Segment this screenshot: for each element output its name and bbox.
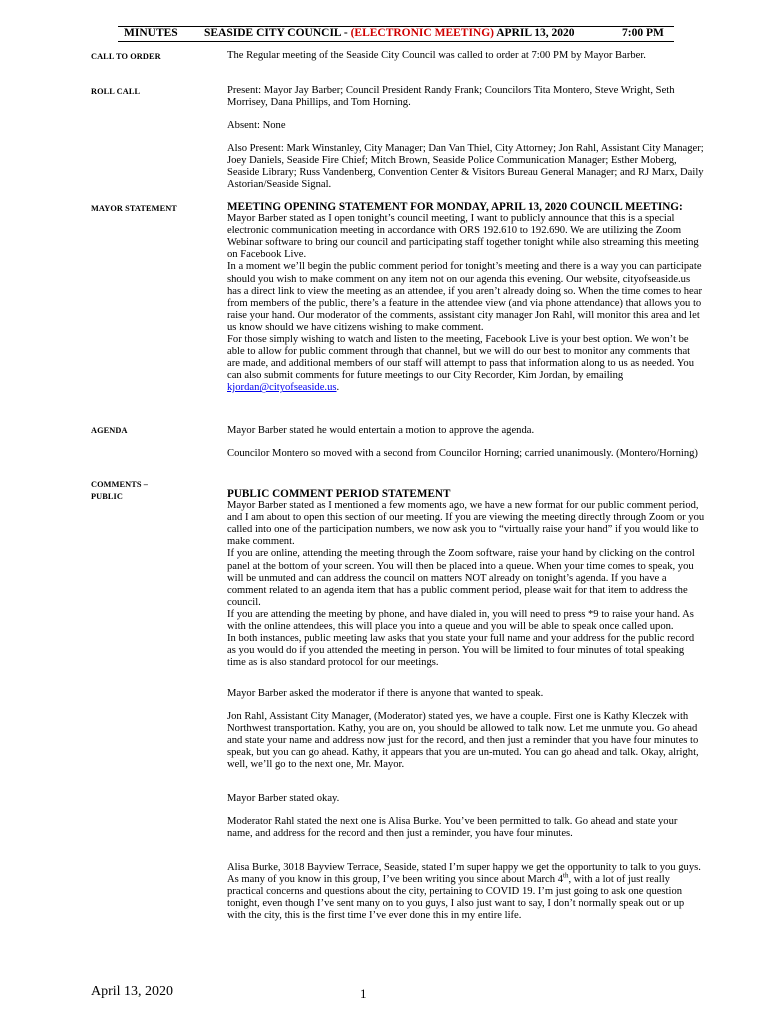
header-electronic-meeting: (ELECTRONIC MEETING)	[350, 27, 495, 39]
roll-call-also-present-block	[227, 143, 705, 191]
roll-call-absent: Absent: None	[227, 120, 286, 131]
comments-public-heading: PUBLIC COMMENT PERIOD STATEMENT	[227, 488, 451, 500]
rahl-statement-block	[227, 711, 705, 771]
comments-public-p6: Jon Rahl, Assistant City Manager, (Moderator) stated yes, we have a couple. First one is Kathy Kleczek with Northwest transportation. Kathy, you are on, you should be allowed to talk now. Let me unmute you. Go ahead and state your name and address now just for the record, and then just a reminder that you have four minutes to speak, but you can go ahead. Kathy, it appears that you are un-muted. You can go ahead and talk. Okay, alright, well, we’ll go to the next one, Mr. Mayor.	[227, 711, 699, 771]
agenda-paragraph-2: Councilor Montero so moved with a second from Councilor Horning; carried unanimously. (Montero/Horning)	[227, 448, 698, 459]
comments-public-text	[227, 488, 705, 669]
moderator-ask-block	[227, 688, 705, 700]
roll-call-absent-block	[227, 120, 705, 132]
mayor-statement-p2: In a moment we’ll begin the public comment period for tonight’s meeting and there is a way you can participate should you wish to make comment on any item not on our agenda this evening. Our website, cityofseaside.us has a direct link to view the meeting as an attendee, if you aren’t already doing so. When the time comes to hear from members of the public, there’s a feature in the attendee view (and via phone attendance) that allows you to raise your hand. Our moderator of the comments, assistant city manager Jon Rahl, will monitor this area and let us know should we have citizens wishing to make comment.	[227, 261, 702, 333]
burke-statement-block	[227, 862, 705, 922]
mayor-statement-p1: Mayor Barber stated as I open tonight’s council meeting, I want to publicly announce that this is a special electronic communication meeting in accordance with ORS 192.610 to 192.690. We are utilizing the Zoom Webinar software to bring our council and participating staff together tonight while also streaming this meeting on Facebook Live.	[227, 213, 699, 261]
agenda-paragraph-1: Mayor Barber stated he would entertain a motion to approve the agenda.	[227, 425, 535, 436]
roll-call-label: ROLL CALL	[91, 87, 141, 96]
burke-statement-part2: , with a lot of just really practical concerns and questions about the city, pertaining to COVID 19. I’m just going to ask one question tonight, even though I’ve sent many on to you guys, I also just want to say, I don’t normally speak out or up with the city, this is the first time I’ve ever done this in my entire life.	[227, 874, 685, 922]
mayor-statement-label: MAYOR STATEMENT	[91, 204, 177, 213]
footer-date: April 13, 2020	[91, 984, 174, 999]
comments-public-p9	[227, 862, 705, 922]
header-title-date: APRIL 13, 2020	[494, 27, 575, 39]
agenda-text	[227, 425, 705, 437]
mayor-statement-p3-text: For those simply wishing to watch and listen to the meeting, Facebook Live is your best option. We won’t be able to allow for public comment through that channel, but we will do our best to monitor any comments that are made, and additional members of our staff will attempt to pass that information along to us as needed. You can also submit comments for future meetings to our City Recorder, Kim Jordan, by emailing	[227, 334, 695, 382]
comments-public-p4: In both instances, public meeting law asks that you state your full name and your address for the public record as you would do if you attended the meeting in person. You will be limited to four minutes of total speaking time as is also standard protocol for our meetings.	[227, 633, 695, 669]
mayor-statement-heading: MEETING OPENING STATEMENT FOR MONDAY, APRIL 13, 2020 COUNCIL MEETING:	[227, 201, 683, 213]
agenda-label: AGENDA	[91, 426, 128, 435]
call-to-order-label: CALL TO ORDER	[91, 52, 161, 61]
comments-public-label	[91, 479, 148, 503]
roll-call-text	[227, 85, 705, 109]
comments-public-p2: If you are online, attending the meeting through the Zoom software, raise your hand by clicking on the control panel at the bottom of your screen. You will then be placed into a queue. When your time comes to speak, you will be unmuted and can address the council on matters NOT already on tonight’s agenda. If you have a comment related to an agenda item that has a public comment period, please wait for that item to address the council.	[227, 548, 695, 608]
agenda-motion-block	[227, 448, 705, 460]
comments-public-label-line2: PUBLIC	[91, 492, 123, 501]
rahl-next-block	[227, 816, 705, 840]
header-minutes-label: MINUTES	[124, 27, 178, 39]
comments-public-p5: Mayor Barber asked the moderator if there is anyone that wanted to speak.	[227, 688, 544, 699]
comments-public-label-line1: COMMENTS –	[91, 480, 149, 489]
mayor-okay-block	[227, 793, 705, 805]
roll-call-also-present: Also Present: Mark Winstanley, City Manager; Dan Van Thiel, City Attorney; Jon Rahl, Assistant City Manager; Joey Daniels, Seaside Fire Chief; Mitch Brown, Seaside Police Communication Manager; Esther Moberg, Seaside Library; Russ Vandenberg, Convention Center & Visitors Bureau General Manager; and RJ Marx, Daily Astorian/Seaside Signal.	[227, 143, 704, 191]
comments-public-p8: Moderator Rahl stated the next one is Alisa Burke. You’ve been permitted to talk. Go ahead and state your name, and address for the record and then just a reminder, you have four minutes.	[227, 816, 678, 840]
page-number: 1	[360, 986, 367, 1001]
mayor-statement-p3-end: .	[336, 382, 340, 394]
header-title-prefix: SEASIDE CITY COUNCIL -	[204, 27, 351, 39]
recorder-email-link[interactable]: kjordan@cityofseaside.us	[227, 382, 337, 394]
comments-public-p3: If you are attending the meeting by phone, and have dialed in, you will need to press *9 to raise your hand. As with the online attendees, this will place you into a queue and you will be able to speak once called upon.	[227, 608, 694, 633]
call-to-order-paragraph: The Regular meeting of the Seaside City Council was called to order at 7:00 PM by Mayor Barber.	[227, 50, 646, 61]
comments-public-p7: Mayor Barber stated okay.	[227, 793, 340, 804]
burke-statement-part1: Alisa Burke, 3018 Bayview Terrace, Seaside, stated I’m super happy we get the opportunity to talk to you guys. As many of you know in this group, I’ve been writing you since about March 4	[227, 862, 701, 886]
comments-public-p1: Mayor Barber stated as I mentioned a few moments ago, we have a new format for our public comment period, and I am about to open this section of our meeting. If you are viewing the meeting directly through Zoom or you called into one of the participation numbers, we now ask you to “virtually raise your hand” if you would like to make comment.	[227, 500, 705, 548]
call-to-order-text	[227, 50, 705, 62]
mayor-statement-text	[227, 201, 705, 395]
mayor-statement-p3	[227, 334, 705, 394]
burke-statement-sup: th	[563, 871, 569, 880]
roll-call-present: Present: Mayor Jay Barber; Council President Randy Frank; Councilors Tita Montero, Steve Wright, Seth Morrisey, Dana Phillips, and Tom Horning.	[227, 85, 675, 109]
header-time: 7:00 PM	[622, 27, 664, 39]
header-title	[204, 27, 575, 39]
